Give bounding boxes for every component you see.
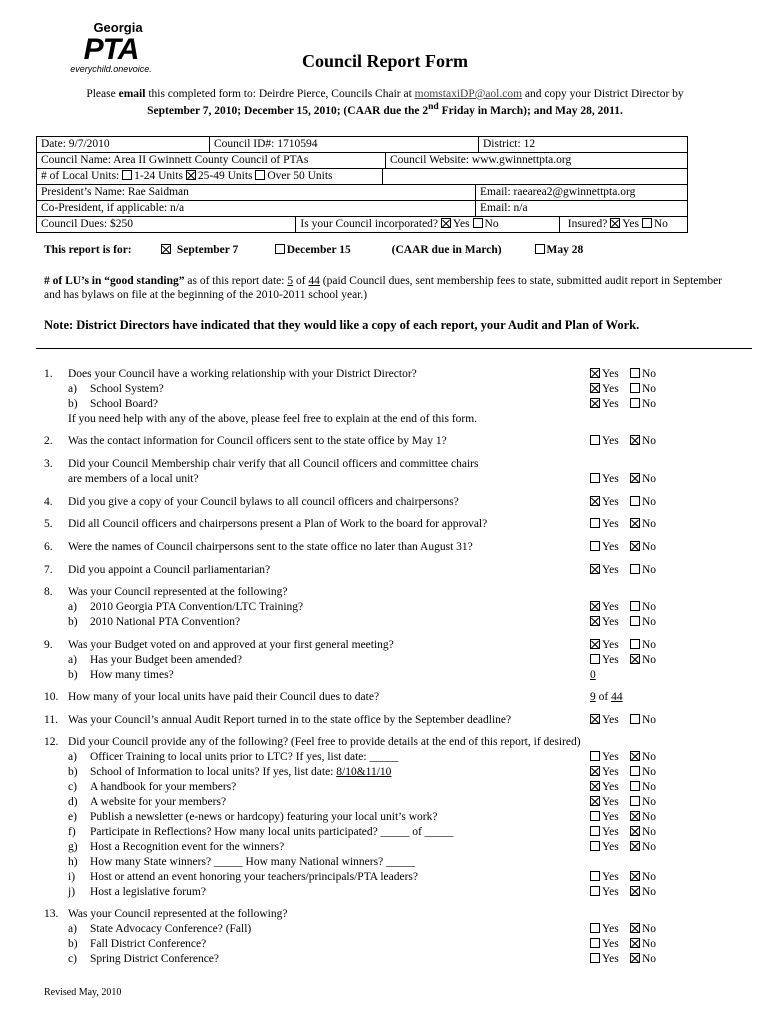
q12g-answer: Yes No <box>590 840 656 854</box>
lus-count[interactable]: 5 <box>287 275 294 287</box>
may-28-checkbox[interactable] <box>535 244 545 254</box>
q11-yes-checkbox[interactable] <box>590 714 600 724</box>
december-15-checkbox[interactable] <box>275 244 285 254</box>
q12i-no-checkbox[interactable] <box>630 871 640 881</box>
q12j-answer: Yes No <box>590 885 656 899</box>
q9a-answer: Yes No <box>590 653 656 667</box>
q12e-answer: Yes No <box>590 810 656 824</box>
q12c-no-checkbox[interactable] <box>630 781 640 791</box>
info-row-date <box>37 137 687 152</box>
q10-answer: 9 of 44 <box>590 691 623 703</box>
insured-yes-checkbox[interactable] <box>610 218 620 228</box>
question-6: 6. Were the names of Council chairpersons sent to the state office no later than August 31? <box>44 541 473 553</box>
q12c-yes-checkbox[interactable] <box>590 781 600 791</box>
question-12e: e) Publish a newsletter (e-news or hardcopy) featuring your local unit’s work? <box>68 811 438 823</box>
q5-no-checkbox[interactable] <box>630 518 640 528</box>
q9a-no-checkbox[interactable] <box>630 654 640 664</box>
q11-no-checkbox[interactable] <box>630 714 640 724</box>
q6-no-checkbox[interactable] <box>630 541 640 551</box>
insured-no-label: No <box>653 218 668 230</box>
logo-tagline: everychild.onevoice. <box>70 64 152 75</box>
president-name-field[interactable]: President’s Name: Rae Saidman <box>37 185 476 200</box>
q3-no-checkbox[interactable] <box>630 473 640 483</box>
q12f-no-checkbox[interactable] <box>630 826 640 836</box>
september-7-label: September 7 <box>176 244 239 256</box>
question-12h: h) How many State winners? _____ How many National winners? _____ <box>68 856 415 868</box>
q1-help-text: If you need help with any of the above, please feel free to explain at the end of this form. <box>68 413 478 425</box>
question-10: 10. How many of your local units have paid their Council dues to date? <box>44 691 380 703</box>
date-field[interactable]: Date: 9/7/2010 <box>37 137 210 152</box>
q13c-answer: Yes No <box>590 952 656 966</box>
insured-field <box>560 217 687 232</box>
info-row-dues <box>37 216 687 232</box>
question-12c: c) A handbook for your members? <box>68 781 237 793</box>
question-3-cont: are members of a local unit? <box>68 473 199 485</box>
president-email-field[interactable]: Email: raearea2@gwinnettpta.org <box>480 186 636 198</box>
q1a-answer: Yes No <box>590 382 656 396</box>
q12a-yes-checkbox[interactable] <box>590 751 600 761</box>
question-12: 12. Did your Council provide any of the following? (Feel free to provide details at the end of this report, if desired) <box>44 736 581 748</box>
question-2: 2. Was the contact information for Council officers sent to the state office by May 1? <box>44 435 447 447</box>
council-id-field[interactable]: Council ID#: 1710594 <box>210 137 479 152</box>
q2-yes-checkbox[interactable] <box>590 435 600 445</box>
december-15-label: December 15 <box>286 244 351 256</box>
q7-yes-checkbox[interactable] <box>590 564 600 574</box>
q1b-yes-checkbox[interactable] <box>590 398 600 408</box>
q13b-yes-checkbox[interactable] <box>590 938 600 948</box>
may-28-label: May 28 <box>546 244 584 256</box>
question-12d: d) A website for your members? <box>68 796 227 808</box>
info-empty-cell <box>383 169 687 184</box>
q5-answer: Yes No <box>590 517 656 531</box>
q2-no-checkbox[interactable] <box>630 435 640 445</box>
q4-yes-checkbox[interactable] <box>590 496 600 506</box>
incorporated-label: Is your Council incorporated? <box>300 218 441 230</box>
question-12i: i) Host or attend an event honoring your teachers/principals/PTA leaders? <box>68 871 419 883</box>
q12b-yes-checkbox[interactable] <box>590 766 600 776</box>
q13b-no-checkbox[interactable] <box>630 938 640 948</box>
q1b-no-checkbox[interactable] <box>630 398 640 408</box>
question-3: 3. Did your Council Membership chair verify that all Council officers and committee chairs <box>44 458 479 470</box>
lus-good-standing-text: # of LU’s in “good standing” as of this report date: 5 of 44 (paid Council dues, sent membership fees to state, submitted audit report in September and has bylaws on file at the beginning of the 2010-2011 school year.) <box>44 275 723 302</box>
incorporated-field <box>296 217 559 232</box>
info-row-president <box>37 184 687 200</box>
council-dues-field[interactable]: Council Dues: $250 <box>37 217 296 232</box>
q11-answer: Yes No <box>590 713 656 727</box>
q9a-yes-checkbox[interactable] <box>590 654 600 664</box>
q12d-answer: Yes No <box>590 795 656 809</box>
q7-no-checkbox[interactable] <box>630 564 640 574</box>
district-field[interactable]: District: 12 <box>483 138 536 150</box>
q12a-no-checkbox[interactable] <box>630 751 640 761</box>
info-row-units <box>37 168 687 184</box>
question-7: 7. Did you appoint a Council parliamentarian? <box>44 564 271 576</box>
incorporated-no-checkbox[interactable] <box>473 218 483 228</box>
q9-answer: Yes No <box>590 638 656 652</box>
q12f-yes-checkbox[interactable] <box>590 826 600 836</box>
question-1: 1. Does your Council have a working relationship with your District Director? <box>44 368 417 380</box>
copresident-field[interactable]: Co-President, if applicable: n/a <box>37 201 476 216</box>
question-12f: f) Participate in Reflections? How many local units participated? _____ of _____ <box>68 826 454 838</box>
question-4: 4. Did you give a copy of your Council bylaws to all council officers and chairpersons? <box>44 496 459 508</box>
q1a-yes-checkbox[interactable] <box>590 383 600 393</box>
q1b-answer: Yes No <box>590 397 656 411</box>
question-12a: a) Officer Training to local units prior to LTC? If yes, list date: _____ <box>68 751 399 763</box>
intro-text: Please email this completed form to: Deirdre Pierce, Councils Chair at momstaxiDP@aol.com and copy your District Director by September 7, 2010; December 15, 2010; (CAAR due the 2nd Friday in March); and May 28, 2011. <box>86 88 684 118</box>
report-period-selector <box>44 243 583 257</box>
report-for-label: This report is for: <box>44 244 132 256</box>
question-9: 9. Was your Budget voted on and approved at your first general meeting? <box>44 639 394 651</box>
q13a-answer: Yes No <box>590 922 656 936</box>
lus-total[interactable]: 44 <box>308 275 320 287</box>
local-units-label: # of Local Units: <box>41 170 123 182</box>
caar-label: (CAAR due in March) <box>391 244 502 256</box>
units-1-24-checkbox[interactable] <box>122 170 132 180</box>
q13c-no-checkbox[interactable] <box>630 953 640 963</box>
council-info-table <box>36 136 688 233</box>
q12a-answer: Yes No <box>590 750 656 764</box>
q9b-times-answer[interactable]: 0 <box>590 669 596 681</box>
units-1-24-label: 1-24 Units <box>134 170 186 182</box>
q12e-no-checkbox[interactable] <box>630 811 640 821</box>
q1-answer: Yes No <box>590 367 656 381</box>
question-12b: b) School of Information to local units? If yes, list date: 8/10&11/10 <box>68 766 392 778</box>
september-7-checkbox[interactable] <box>161 244 171 254</box>
q12i-yes-checkbox[interactable] <box>590 871 600 881</box>
units-over-50-checkbox[interactable] <box>255 170 265 180</box>
q8b-answer: Yes No <box>590 615 656 629</box>
logo-pta-text: PTA <box>83 33 139 67</box>
q8a-answer: Yes No <box>590 600 656 614</box>
insured-label: Insured? <box>567 218 611 230</box>
units-over-50-label: Over 50 Units <box>267 170 333 182</box>
q6-yes-checkbox[interactable] <box>590 541 600 551</box>
question-1b: b) School Board? <box>68 398 159 410</box>
q12b-no-checkbox[interactable] <box>630 766 640 776</box>
q13a-yes-checkbox[interactable] <box>590 923 600 933</box>
insured-yes-label: Yes <box>622 218 642 230</box>
question-5: 5. Did all Council officers and chairpersons present a Plan of Work to the board for approval? <box>44 518 488 530</box>
logo-georgia-text: Georgia <box>93 20 143 35</box>
q12f-answer: Yes No <box>590 825 656 839</box>
q10-paid-count[interactable]: 9 <box>590 691 596 703</box>
q3-yes-checkbox[interactable] <box>590 473 600 483</box>
question-9a: a) Has your Budget been amended? <box>68 654 243 666</box>
q9-no-checkbox[interactable] <box>630 639 640 649</box>
email-link[interactable]: momstaxiDP@aol.com <box>414 88 523 100</box>
q1a-no-checkbox[interactable] <box>630 383 640 393</box>
question-8b: b) 2010 National PTA Convention? <box>68 616 241 628</box>
insured-no-checkbox[interactable] <box>642 218 652 228</box>
copresident-email-field[interactable]: Email: n/a <box>480 202 528 214</box>
question-9b: b) How many times? <box>68 669 174 681</box>
question-13b: b) Fall District Conference? <box>68 938 207 950</box>
council-website-field[interactable]: Council Website: www.gwinnettpta.org <box>390 154 572 166</box>
question-8a: a) 2010 Georgia PTA Convention/LTC Training? <box>68 601 304 613</box>
q12b-answer: Yes No <box>590 765 656 779</box>
question-1a: a) School System? <box>68 383 164 395</box>
q8b-no-checkbox[interactable] <box>630 616 640 626</box>
q1-yes-checkbox[interactable] <box>590 368 600 378</box>
question-13a: a) State Advocacy Conference? (Fall) <box>68 923 252 935</box>
q12j-no-checkbox[interactable] <box>630 886 640 896</box>
q8b-yes-checkbox[interactable] <box>590 616 600 626</box>
q10-total-count[interactable]: 44 <box>611 691 623 703</box>
units-25-49-checkbox[interactable] <box>186 170 196 180</box>
question-11: 11. Was your Council’s annual Audit Report turned in to the state office by the September deadline? <box>44 714 512 726</box>
q13b-answer: Yes No <box>590 937 656 951</box>
q4-no-checkbox[interactable] <box>630 496 640 506</box>
revision-footer: Revised May, 2010 <box>44 987 122 998</box>
q12g-yes-checkbox[interactable] <box>590 841 600 851</box>
q12d-no-checkbox[interactable] <box>630 796 640 806</box>
question-13: 13. Was your Council represented at the following? <box>44 908 288 920</box>
question-12j: j) Host a legislative forum? <box>68 886 206 898</box>
q12i-answer: Yes No <box>590 870 656 884</box>
q8a-yes-checkbox[interactable] <box>590 601 600 611</box>
q12e-yes-checkbox[interactable] <box>590 811 600 821</box>
incorporated-yes-label: Yes <box>452 218 473 230</box>
council-name-field[interactable]: Council Name: Area II Gwinnett County Council of PTAs <box>37 153 386 168</box>
q2-answer: Yes No <box>590 434 656 448</box>
q6-answer: Yes No <box>590 540 656 554</box>
info-row-copresident <box>37 200 687 216</box>
local-units-field <box>37 169 383 184</box>
q12j-yes-checkbox[interactable] <box>590 886 600 896</box>
q13c-yes-checkbox[interactable] <box>590 953 600 963</box>
units-25-49-label: 25-49 Units <box>197 170 256 182</box>
question-8: 8. Was your Council represented at the following? <box>44 586 288 598</box>
district-directors-note: Note: District Directors have indicated that they would like a copy of each report, your Audit and Plan of Work. <box>44 318 640 332</box>
q12c-answer: Yes No <box>590 780 656 794</box>
incorporated-no-label: No <box>484 218 499 230</box>
q9-yes-checkbox[interactable] <box>590 639 600 649</box>
info-row-name <box>37 152 687 168</box>
q1-no-checkbox[interactable] <box>630 368 640 378</box>
q7-answer: Yes No <box>590 563 656 577</box>
question-13c: c) Spring District Conference? <box>68 953 220 965</box>
q12d-yes-checkbox[interactable] <box>590 796 600 806</box>
form-title: Council Report Form <box>302 51 468 71</box>
question-12g: g) Host a Recognition event for the winners? <box>68 841 285 853</box>
q3-answer: Yes No <box>590 472 656 486</box>
q4-answer: Yes No <box>590 495 656 509</box>
q8a-no-checkbox[interactable] <box>630 601 640 611</box>
incorporated-yes-checkbox[interactable] <box>441 218 451 228</box>
q5-yes-checkbox[interactable] <box>590 518 600 528</box>
q13a-no-checkbox[interactable] <box>630 923 640 933</box>
q12g-no-checkbox[interactable] <box>630 841 640 851</box>
section-divider <box>36 348 752 349</box>
